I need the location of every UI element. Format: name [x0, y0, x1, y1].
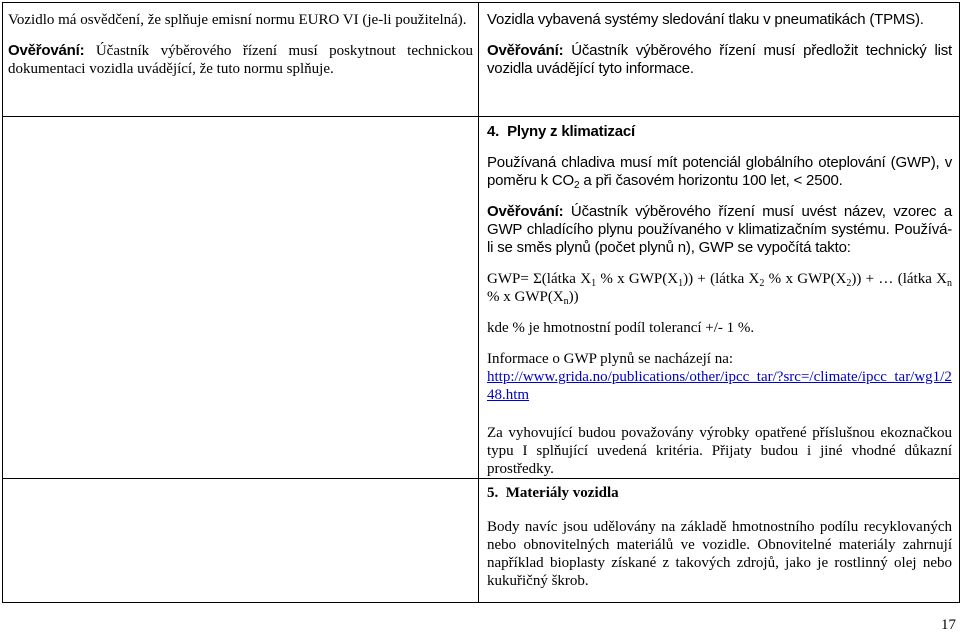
gwp-formula: GWP= Σ(látka $X_1$ % x $GWP(X_1)$) + (látka $X_2$ % x $GWP(X_2)$) + … (látka $X_n$ % x $GWP(X_n)$): [487, 271, 952, 307]
section-number: 4.: [487, 123, 500, 140]
section-title: Materiály vozidla: [505, 485, 619, 501]
ecolabel-compliance: Za vyhovující budou považovány výrobky opatřené příslušnou ekoznačkou typu I splňující uvedená kritéria. Přijaty budou i jiné vhodné důkazní prostředky.: [487, 425, 952, 477]
gwp-requirement: Používaná chladiva musí mít potenciál globálního oteplování (GWP), v poměru k $CO_2$ a při časovém horizontu 100 let, < 2500.: [487, 154, 952, 191]
verification-label: Ověřování:: [487, 42, 564, 59]
euro-vi-verification: [8, 42, 473, 78]
verification-text: Účastník výběrového řízení musí uvést název, vzorec a GWP chladícího plynu používaného v klimatizačním systému. Používá-li se směs plynů (počet plynů n), GWP se vypočítá takto:: [487, 203, 952, 256]
empty-cell: [3, 479, 479, 603]
verification-text: Účastník výběrového řízení musí poskytnout technickou dokumentaci vozidla uvádějící, že tuto normu splňuje.: [8, 43, 473, 77]
materials-cell: [479, 479, 960, 603]
tolerance-note: kde % je hmotnostní podíl tolerancí +/- 1 %.: [487, 320, 755, 336]
verification-label: Ověřování:: [487, 203, 564, 220]
euro-vi-cell: [3, 3, 479, 117]
gwp-info-text: Informace o GWP plynů se nacházejí na:: [487, 351, 734, 367]
tpms-cell: [479, 3, 960, 117]
section-number: 5.: [487, 485, 499, 501]
ac-gases-cell: [479, 117, 960, 479]
section-heading-materials: [487, 484, 952, 502]
table-row: [3, 479, 960, 603]
empty-cell: [3, 117, 479, 479]
materials-text: Body navíc jsou udělovány na základě hmotnostního podílu recyklovaných nebo obnovitelných materiálů ve vozidle. Obnovitelné materiály zahrnují například bioplasty získané z takových zdrojů, jako je rostlinný olej nebo kukuřičný škrob.: [487, 519, 952, 589]
section-heading-ac-gases: [487, 123, 952, 141]
verification-text: Účastník výběrového řízení musí předložit technický list vozidla uvádějící tyto informace.: [487, 42, 952, 77]
euro-vi-text: Vozidlo má osvědčení, že splňuje emisní normu EURO VI (je-li použitelná).: [8, 12, 467, 28]
tpms-text: Vozidla vybavená systémy sledování tlaku v pneumatikách (TPMS).: [487, 11, 924, 28]
table-row: [3, 117, 960, 479]
criteria-table: [2, 2, 960, 603]
table-row: [3, 3, 960, 117]
page-number: 17: [941, 617, 956, 633]
ac-verification: [487, 203, 952, 257]
section-title: Plyny z klimatizací: [507, 123, 635, 140]
tpms-verification: [487, 42, 952, 78]
verification-label: Ověřování:: [8, 42, 85, 59]
ipcc-link[interactable]: http://www.grida.no/publications/other/ipcc_tar/?src=/climate/ipcc_tar/wg1/248.htm: [487, 369, 952, 403]
